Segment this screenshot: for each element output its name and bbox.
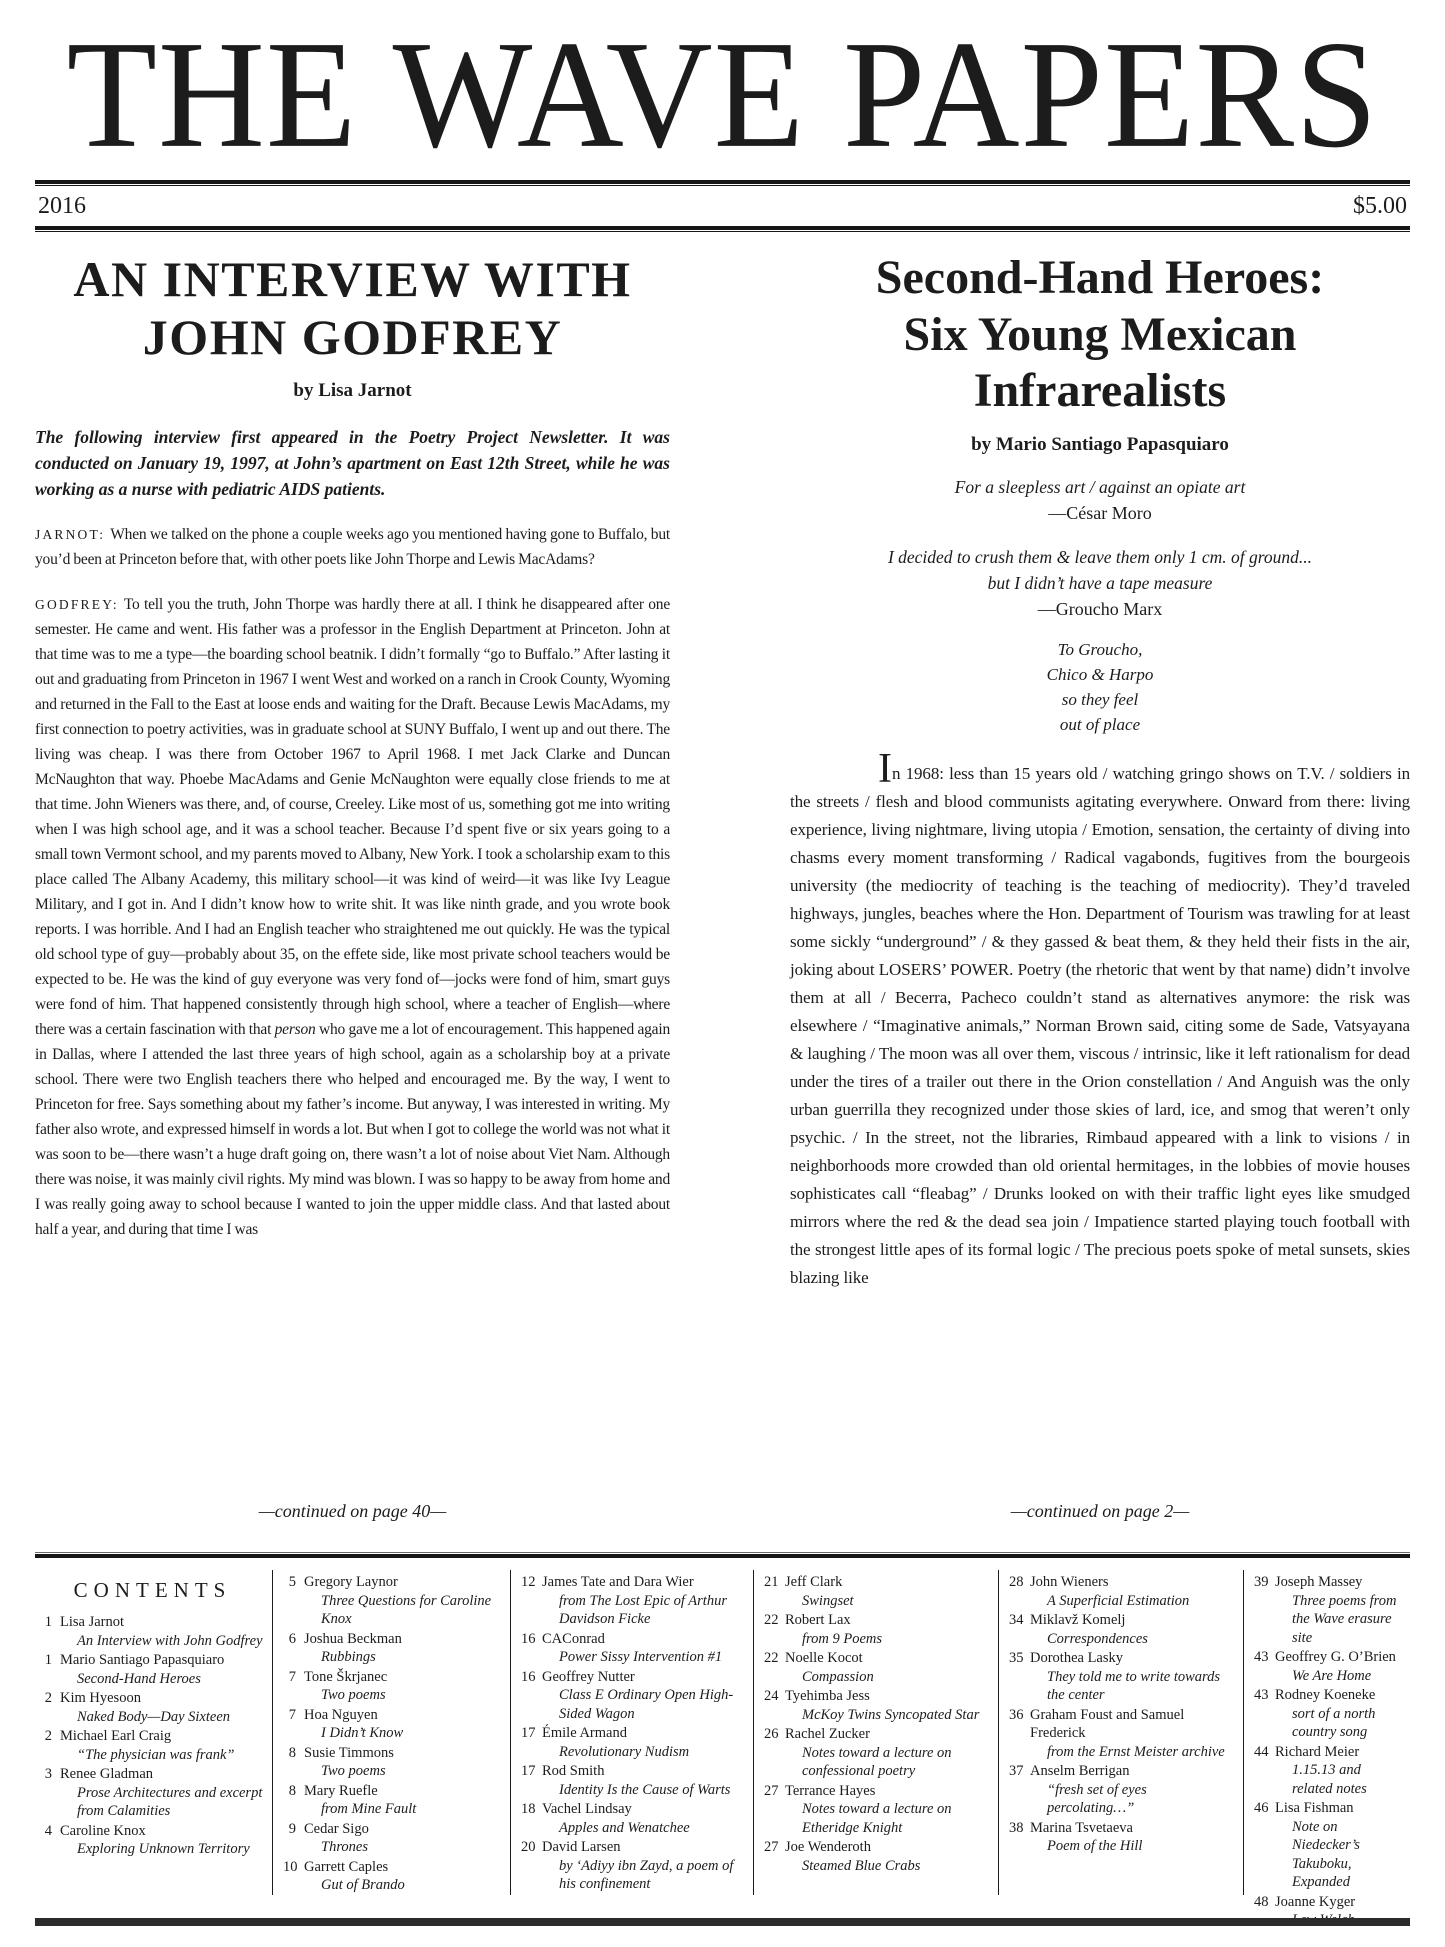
body-text: n 1968: less than 15 years old / watching gringo shows on T.V. / soldiers in the streets / flesh and blood communists agitating everywhere. Onward from there: living experience, living nightmare, living utopia / Emotion, sensation, the certainty of diving into chasms every moment transforming / Radical vagabonds, fugitives from the bourgeois university (the mediocrity of teaching is the teaching of mediocrity). They’d traveled highways, jungles, beaches where the Hon. Department of Tourism was trawling for at least some sickly “underground” / & they gassed & beat them, & they held their fists in the air, joking about LOSERS’ POWER. Poetry (the rhetoric that went by that name) didn’t involve them at all / Becerra, Pacheco couldn’t stand as alternatives anymore: the risk was elsewhere / “Imaginative animals,” Norman Brown said, citing some de Sade, Vatsyayana & laughing / The moon was all over them, viscous / intrinsic, like it left rationalism for dead under the tires of a trailer out there in the Orion constellation / And Anguish was the only urban guerrilla they recognized under those skies of lard, ice, and smog that weren’t only psychic. / In the street, not the libraries, Rimbaud appeared with a link to visions / in neighborhoods more crowded than old oriental hermitages, in the lobbies of movie houses sophisticates call “fleabag” / Drunks looked on with their traffic light eyes like smudged mirrors where the red & the dead sea join / Impatience started playing touch football with the strongest little apes of its formal logic / The precious poets spoke of metal sunsets, skies blazing like: [790, 763, 1410, 1287]
contents-entry: [304, 1573, 504, 1629]
contents-work-title: An Interview with John Godfrey: [77, 1632, 263, 1649]
contents-page-number: 48: [1254, 1893, 1269, 1910]
contents-item: [521, 1838, 747, 1894]
contents-page-number: 44: [1254, 1743, 1269, 1760]
contents-item: [283, 1706, 504, 1743]
contents-page-number: 35: [1009, 1650, 1024, 1666]
contents-author: David Larsen: [542, 1839, 621, 1855]
dedication-line: Chico & Harpo: [1046, 664, 1154, 684]
contents-work-title: from Mine Fault: [321, 1801, 417, 1817]
contents-page-number: 38: [1009, 1819, 1024, 1836]
contents-work-title: Naked Body—Day Sixteen: [77, 1708, 231, 1725]
byline: by Mario Santiago Papasquiaro: [971, 433, 1229, 455]
contents-entry: [542, 1800, 747, 1837]
contents-author: Renee Gladman: [60, 1766, 154, 1782]
epigraph-text: but I didn’t have a tape measure: [987, 572, 1213, 593]
contents-item: [1254, 1648, 1404, 1685]
articles-section: [35, 246, 1410, 1546]
contents-page-number: 10: [283, 1858, 298, 1875]
answer-paragraph: [35, 592, 670, 1242]
contents-author: Joe Wenderoth: [785, 1839, 871, 1855]
contents-entry: [60, 1765, 266, 1821]
contents-page-number: 7: [288, 1706, 296, 1723]
contents-item: [1254, 1686, 1404, 1742]
contents-entry: [60, 1822, 266, 1859]
contents-entry: [1030, 1819, 1237, 1856]
bottom-rule: [35, 1918, 1410, 1926]
contents-entry: [785, 1687, 992, 1724]
body-paragraph: [790, 745, 1410, 1292]
dedication-line: To Groucho,: [1057, 639, 1143, 659]
contents-item: [1009, 1706, 1237, 1762]
contents-work-title: We Are Home: [1292, 1667, 1372, 1684]
contents-column: [1243, 1570, 1410, 1910]
contents-page-number: 27: [764, 1839, 779, 1855]
contents-item: [39, 1651, 266, 1688]
contents-entry: [542, 1762, 747, 1799]
contents-page-number: 1: [44, 1614, 52, 1630]
contents-work-title: Class E Ordinary Open High-Sided Wagon: [559, 1687, 734, 1722]
contents-work-title: Swingset: [802, 1592, 854, 1609]
contents-item: [1009, 1649, 1237, 1705]
contents-work-title: Two poems: [321, 1687, 386, 1703]
contents-page-number: 34: [1009, 1612, 1024, 1628]
masthead-rule-bottom: [35, 226, 1410, 232]
contents-item: [39, 1689, 266, 1726]
contents-page-number: 36: [1009, 1706, 1024, 1723]
contents-page-number: 20: [521, 1839, 536, 1855]
contents-author: Geoffrey Nutter: [542, 1668, 635, 1685]
question-paragraph: [35, 522, 670, 572]
epigraph: [790, 474, 1410, 526]
contents-item: [283, 1820, 504, 1857]
contents-work-title: Steamed Blue Crabs: [802, 1857, 921, 1874]
contents-entry: [304, 1744, 504, 1781]
contents-item: [1009, 1573, 1237, 1610]
contents-entry: [542, 1668, 747, 1724]
contents-column: [753, 1570, 998, 1895]
contents-item: [521, 1724, 747, 1761]
contents-entry: [60, 1727, 266, 1764]
contents-author: Miklavž Komelj: [1030, 1612, 1126, 1628]
masthead-band: [35, 180, 1410, 232]
contents-entry: [542, 1630, 747, 1667]
contents-author: Jeff Clark: [785, 1574, 843, 1590]
contents-author: Caroline Knox: [60, 1822, 146, 1839]
contents-work-title: Rubbings: [321, 1649, 376, 1665]
article-title-line: JOHN GODFREY: [142, 309, 563, 365]
contents-page-number: 12: [521, 1574, 536, 1590]
contents-entry: [542, 1573, 747, 1629]
contents-entry: [785, 1782, 992, 1838]
contents-entry: [542, 1724, 747, 1761]
article-title-line: Six Young Mexican: [903, 307, 1297, 361]
contents-work-title: Power Sissy Intervention #1: [559, 1649, 723, 1665]
initial-capital: I: [878, 745, 892, 792]
contents-entry: [1275, 1648, 1404, 1685]
contents-item: [1254, 1573, 1404, 1647]
contents-entry: [60, 1613, 266, 1650]
contents-entry: [304, 1706, 504, 1743]
contents-entry: [304, 1782, 504, 1819]
contents-work-title: I Didn’t Know: [321, 1725, 404, 1741]
byline: by Lisa Jarnot: [293, 380, 412, 401]
contents-author: Mario Santiago Papasquiaro: [60, 1652, 225, 1668]
contents-work-title: Notes toward a lecture on Etheridge Knight: [802, 1801, 952, 1836]
article-title: [790, 250, 1410, 420]
contents-author: Geoffrey G. O’Brien: [1275, 1649, 1396, 1665]
contents-item: [764, 1687, 992, 1724]
contents-page-number: 22: [764, 1612, 779, 1628]
contents-page-number: 8: [288, 1782, 296, 1799]
contents-item: [521, 1800, 747, 1837]
contents-entry: [785, 1725, 992, 1781]
contents-work-title: Notes toward a lecture on confessional poetry: [802, 1744, 952, 1779]
contents-entry: [304, 1668, 504, 1705]
contents-author: Mary Ruefle: [304, 1782, 378, 1799]
contents-page-number: 27: [764, 1782, 779, 1799]
contents-author: Anselm Berrigan: [1030, 1763, 1130, 1779]
dedication-line: out of place: [1059, 714, 1141, 734]
contents-work-title: by ‘Adiyy ibn Zayd, a poem of his confinement: [559, 1857, 734, 1892]
contents-page-number: 9: [288, 1820, 296, 1837]
contents-author: Michael Earl Craig: [60, 1728, 172, 1744]
contents-work-title: Compassion: [802, 1668, 874, 1685]
contents-item: [521, 1573, 747, 1629]
contents-entry: [785, 1611, 992, 1648]
contents-page-number: 1: [44, 1652, 52, 1668]
answer-text: who gave me a lot of encouragement. This happened again in Dallas, where I attended the last three years of high school, again as a scholarship boy at a private school. There were two English teachers there who helped and encouraged me. By the way, I went to Princeton for free. Says something about my father’s income. But anyway, I was interested in writing. My father also wrote, and expressed himself in words a lot. But when I got to college the world was not what it was soon to be—there wasn’t a huge draft going on, there wasn’t a lot of noise about Viet Nam. Although there was noise, it was mainly civil rights. My mind was blown. I was so happy to be away from home and I was really going away to school because I wanted to join the upper middle class. And that lasted about half a year, and during that time I was: [35, 1021, 671, 1238]
contents-work-title: Identity Is the Cause of Warts: [559, 1781, 731, 1798]
speaker-label: GODFREY:: [35, 597, 119, 612]
contents-author: Tone Škrjanec: [304, 1668, 388, 1685]
contents-item: [283, 1782, 504, 1819]
contents-entry: [785, 1649, 992, 1686]
contents-item: [283, 1858, 504, 1895]
contents-work-title: Two poems: [321, 1763, 386, 1779]
contents-author: Marina Tsvetaeva: [1030, 1819, 1133, 1836]
contents-work-title: Second-Hand Heroes: [77, 1670, 201, 1687]
contents-author: Joanne Kyger: [1275, 1893, 1356, 1910]
contents-column: [510, 1570, 753, 1895]
contents-item: [764, 1725, 992, 1781]
contents-entry: [60, 1689, 266, 1726]
contents-author: Kim Hyesoon: [60, 1690, 141, 1706]
contents-author: Lisa Fishman: [1275, 1800, 1354, 1816]
newspaper-page: [0, 9, 1445, 1947]
contents-page-number: 17: [521, 1725, 536, 1741]
contents-item: [283, 1630, 504, 1667]
contents-page-number: 2: [44, 1728, 52, 1744]
contents-author: Richard Meier: [1275, 1743, 1360, 1760]
contents-item: [39, 1765, 266, 1821]
article-interview: [35, 246, 670, 1546]
contents-author: CAConrad: [542, 1630, 605, 1647]
contents-column: [272, 1570, 510, 1895]
continued-note: —continued on page 2—: [1010, 1501, 1190, 1521]
epigraph-attribution: —Groucho Marx: [1037, 598, 1163, 619]
contents-author: Graham Foust and Samuel Frederick: [1030, 1706, 1185, 1741]
contents-work-title: Three poems from the Wave erasure site: [1292, 1592, 1397, 1646]
contents-column: [35, 1570, 272, 1895]
contents-page-number: 46: [1254, 1800, 1269, 1816]
contents-item: [39, 1727, 266, 1764]
contents-work-title: Poem of the Hill: [1047, 1838, 1143, 1854]
contents-entry: [1275, 1799, 1404, 1892]
contents-work-title: from The Lost Epic of Arthur Davidson Ficke: [559, 1592, 727, 1627]
contents-author: Gregory Laynor: [304, 1574, 398, 1590]
contents-column: [998, 1570, 1243, 1895]
question-text: When we talked on the phone a couple weeks ago you mentioned having gone to Buffalo, but you’d been at Princeton before that, with other poets like John Thorpe and Lewis MacAdams?: [35, 526, 670, 568]
contents-item: [764, 1611, 992, 1648]
contents-entry: [304, 1858, 504, 1895]
contents-author: Rachel Zucker: [785, 1726, 870, 1742]
contents-work-title: Prose Architectures and excerpt from Calamities: [77, 1784, 263, 1819]
contents-page-number: 43: [1254, 1687, 1269, 1703]
epigraph-text: For a sleepless art / against an opiate art: [954, 476, 1246, 497]
contents-item: [39, 1822, 266, 1859]
contents-work-title: A Superficial Estimation: [1047, 1592, 1190, 1609]
contents-entry: [304, 1630, 504, 1667]
epigraph-text: I decided to crush them & leave them only 1 cm. of ground...: [887, 546, 1313, 567]
contents-entry: [1275, 1743, 1404, 1799]
contents-author: Émile Armand: [542, 1725, 627, 1741]
contents-item: [1009, 1611, 1237, 1648]
contents-work-title: Thrones: [321, 1839, 368, 1855]
contents-item: [283, 1668, 504, 1705]
article-title-line: Infrarealists: [973, 364, 1227, 418]
contents-page-number: 18: [521, 1801, 536, 1817]
contents-item: [283, 1744, 504, 1781]
contents-item: [39, 1613, 266, 1650]
article-title-line: AN INTERVIEW WITH: [73, 251, 632, 307]
contents-author: Cedar Sigo: [304, 1820, 369, 1837]
article-title-line: Second-Hand Heroes:: [875, 251, 1325, 304]
contents-entry: [1275, 1573, 1404, 1647]
contents-entry: [542, 1838, 747, 1894]
contents-page-number: 39: [1254, 1574, 1269, 1590]
contents-author: Joshua Beckman: [304, 1630, 402, 1647]
contents-page-number: 22: [764, 1650, 779, 1666]
contents-page-number: 5: [288, 1574, 296, 1590]
contents-author: Joseph Massey: [1275, 1574, 1363, 1590]
contents-entry: [1030, 1706, 1237, 1762]
contents-entry: [1030, 1573, 1237, 1610]
contents-author: Garrett Caples: [304, 1858, 389, 1875]
epigraph: [790, 544, 1410, 622]
continued-note: —continued on page 40—: [258, 1501, 447, 1521]
contents-item: [521, 1630, 747, 1667]
contents-item: [764, 1782, 992, 1838]
contents-page-number: 2: [44, 1690, 52, 1706]
contents-work-title: 1.15.13 and related notes: [1292, 1762, 1367, 1797]
article-infrarealists: [790, 246, 1410, 1546]
dedication: [790, 637, 1410, 737]
contents-author: Rodney Koeneke: [1275, 1687, 1376, 1703]
contents-author: Vachel Lindsay: [542, 1801, 632, 1817]
contents-item: [1009, 1762, 1237, 1818]
contents-work-title: Gut of Brando: [321, 1877, 405, 1893]
contents-page-number: 8: [288, 1744, 296, 1761]
contents-author: Tyehimba Jess: [785, 1688, 870, 1704]
contents-page-number: 3: [44, 1766, 52, 1782]
contents-item: [283, 1573, 504, 1629]
contents-entry: [1030, 1611, 1237, 1648]
contents-item: [764, 1838, 992, 1875]
contents-page-number: 26: [764, 1726, 779, 1742]
contents-item: [521, 1668, 747, 1724]
contents-heading: CONTENTS: [73, 1578, 232, 1602]
contents-page-number: 4: [44, 1822, 52, 1839]
contents-work-title: “fresh set of eyes percolating…”: [1047, 1781, 1147, 1816]
contents-page-number: 43: [1254, 1649, 1269, 1665]
contents-work-title: Revolutionary Nudism: [559, 1743, 690, 1760]
contents-page-number: 17: [521, 1763, 536, 1779]
masthead-title: THE WAVE PAPERS: [66, 9, 1379, 181]
speaker-label: JARNOT:: [35, 527, 106, 542]
epigraph-attribution: —César Moro: [1048, 502, 1152, 523]
contents-author: Hoa Nguyen: [304, 1706, 378, 1723]
contents-author: Robert Lax: [785, 1612, 851, 1628]
year-label: 2016: [38, 193, 86, 219]
contents-author: Susie Timmons: [304, 1744, 394, 1761]
contents-page-number: 7: [288, 1668, 296, 1685]
contents-work-title: from the Ernst Meister archive: [1047, 1743, 1225, 1760]
contents-item: [764, 1649, 992, 1686]
answer-text-italic: person: [274, 1021, 316, 1038]
contents-work-title: Apples and Wenatchee: [559, 1819, 690, 1836]
contents-work-title: McKoy Twins Syncopated Star: [802, 1706, 980, 1723]
answer-text: To tell you the truth, John Thorpe was hardly there at all. I think he disappeared after one semester. He came and went. His father was a professor in the English Department at Princeton. John at that time was to me a type—the boarding school beatnik. I didn’t formally “go to Buffalo.” After lasting it out and graduating from Princeton in 1967 I went West and worked on a ranch in Crook County, Wyoming and returned in the Fall to the East at loose ends and waiting for the Draft. Because Lewis MacAdams, my first connection to poetry activities, was in graduate school at SUNY Buffalo, I went up and out there. The living was cheap. I was there from October 1967 to April 1968. I met Jack Clarke and Duncan McNaughton that way. Phoebe MacAdams and Genie McNaughton were equally close friends to me at that time. John Wieners was there, and, of course, Creeley. Like most of us, something got me into writing when I was high school age, and it was a school teacher. Because I’d spent five or six years going to a small town Vermont school, and my parents moved to Albany, New York. I took a scholarship exam to this place called The Albany Academy, this military school—it was kind of weird—it was like Ivy League Military, and I got in. And I didn’t know how to write shit. It was like ninth grade, and you wrote book reports. I was horrible. And I had an English teacher who straightened me out quickly. He was the typical old school type of guy—probably about 35, on the effete side, like most private school teachers would be expected to be. He was the kind of guy everyone was very fond of—jocks were fond of him, smart guys were fond of him. That happened consistently through high school, where a teacher of English—where there was a certain fascination with that: [35, 596, 670, 1038]
contents-author: John Wieners: [1030, 1574, 1109, 1590]
contents-work-title: from 9 Poems: [802, 1630, 883, 1647]
intro-paragraph: The following interview first appeared in the Poetry Project Newsletter. It was conducted on January 19, 1997, at John’s apartment on East 12th Street, while he was working as a nurse with pediatric AIDS patients.: [35, 427, 670, 499]
contents-work-title: Note on Niedecker’s Takuboku, Expanded: [1292, 1818, 1360, 1890]
contents-entry: [304, 1820, 504, 1857]
contents-page-number: 16: [521, 1668, 536, 1685]
contents-author: James Tate and Dara Wier: [542, 1574, 694, 1590]
contents-entry: [1275, 1686, 1404, 1742]
contents-page-number: 24: [764, 1688, 779, 1704]
contents-work-title: “The physician was frank”: [77, 1746, 235, 1763]
contents-entry: [1030, 1762, 1237, 1818]
contents-entry: [60, 1651, 266, 1688]
price-label: $5.00: [1353, 193, 1407, 219]
contents-author: Lisa Jarnot: [60, 1614, 125, 1630]
contents-entry: [1030, 1649, 1237, 1705]
contents-work-title: Correspondences: [1047, 1630, 1148, 1647]
contents-author: Dorothea Lasky: [1030, 1650, 1124, 1666]
contents-divider-rule: [35, 1552, 1410, 1558]
contents-page-number: 37: [1009, 1763, 1024, 1779]
contents-page-number: 6: [288, 1630, 296, 1647]
contents-entry: [785, 1573, 992, 1610]
contents-work-title: sort of a north country song: [1292, 1705, 1376, 1740]
contents-author: Rod Smith: [542, 1763, 605, 1779]
contents-work-title: Exploring Unknown Territory: [77, 1841, 250, 1857]
contents-page-number: 16: [521, 1630, 536, 1647]
contents-author: Noelle Kocot: [785, 1650, 863, 1666]
contents-item: [1009, 1819, 1237, 1856]
contents-page-number: 21: [764, 1574, 779, 1590]
contents-section: [35, 1570, 1410, 1910]
contents-entry: [785, 1838, 992, 1875]
dedication-line: so they feel: [1061, 689, 1139, 709]
contents-page-number: 28: [1009, 1574, 1024, 1590]
column-gap: [670, 246, 790, 1546]
contents-work-title: Three Questions for Caroline Knox: [321, 1592, 492, 1627]
contents-item: [1254, 1799, 1404, 1892]
contents-item: [764, 1573, 992, 1610]
contents-item: [1254, 1743, 1404, 1799]
contents-work-title: They told me to write towards the center: [1047, 1668, 1221, 1703]
contents-item: [521, 1762, 747, 1799]
contents-author: Terrance Hayes: [785, 1782, 876, 1799]
article-title: [35, 250, 670, 366]
